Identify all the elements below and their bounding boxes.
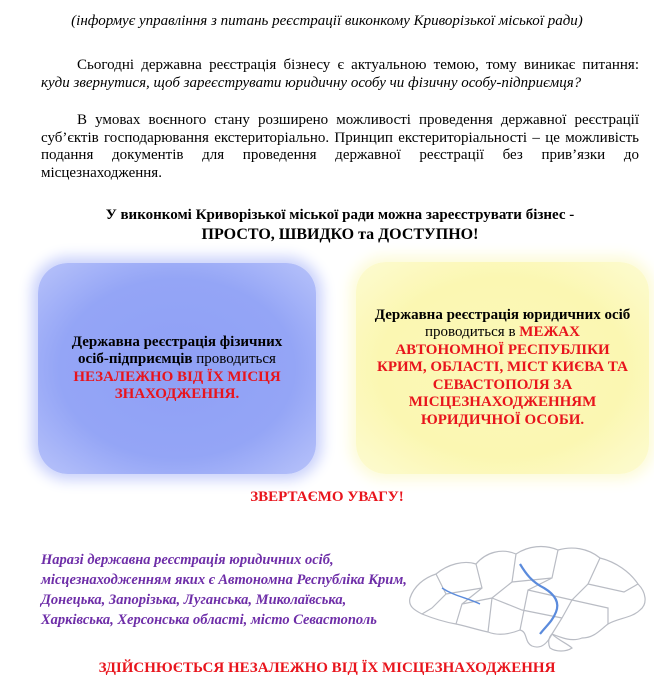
map-dnipro-river [520,564,557,634]
ukraine-map-icon [402,538,652,656]
headline [60,206,620,244]
final-statement: ЗДІЙСНЮЄТЬСЯ НЕЗАЛЕЖНО ВІД ЇХ МІСЦЕЗНАХОДЖЕННЯ [98,660,556,676]
headline-line1: У виконкомі Криворізької міської ради можна зареєструвати бізнес - [105,207,575,223]
legal-entities-registration-box [356,262,649,474]
individuals-bold-text: Державна реєстрація фізичних осіб-підприємців [71,333,283,367]
intro-text: Сьогодні державна реєстрація бізнесу є актуальною темою, тому виникає питання: [77,57,639,73]
intro-question: куди звернутися, щоб зареєструвати юридичну особу чи фізичну особу-підприємця? [41,74,582,91]
legal-red-text: МЕЖАХ АВТОНОМНОЇ РЕСПУБЛІКИ КРИМ, ОБЛАСТІ, МІСТ КИЄВА ТА СЕВАСТОПОЛЯ ЗА МІСЦЕЗНАХОДЖЕННЯМ ЮРИДИЧНОЇ ОСОБИ. [376,324,629,428]
map-river [442,588,480,604]
wartime-paragraph [41,112,639,182]
map-regions [422,550,638,634]
individuals-red-text: НЕЗАЛЕЖНО ВІД ЇХ МІСЦЯ ЗНАХОДЖЕННЯ. [73,368,281,402]
occupied-regions-note: Наразі державна реєстрація юридичних осіб, місцезнаходженням яких є Автономна Республіка Крим, Донецька, Запорізька, Луганська, Миколаївська, Харківська, Херсонська області, місто Севастополь [41,552,407,628]
document-subtitle: (інформує управління з питань реєстрації виконкому Криворізької міської ради) [71,13,583,29]
wartime-text: В умовах воєнного стану розширено можливості проведення державної реєстрації суб’єктів господарювання екстериторіально. Принцип екстериторіальності – це можливість подання документів для проведення державної реєстрації без прив’язки до місцезнаходження. [41,112,639,181]
individuals-normal-text: проводиться [192,351,276,367]
legal-bold-text: Державна реєстрація юридичних осіб [374,306,631,323]
individuals-registration-box [38,263,316,474]
map-outline [410,547,645,648]
intro-paragraph [41,57,639,92]
headline-line2: ПРОСТО, ШВИДКО та ДОСТУПНО! [201,226,479,243]
attention-heading: ЗВЕРТАЄМО УВАГУ! [250,489,404,505]
legal-normal-text: проводиться в [425,324,520,341]
